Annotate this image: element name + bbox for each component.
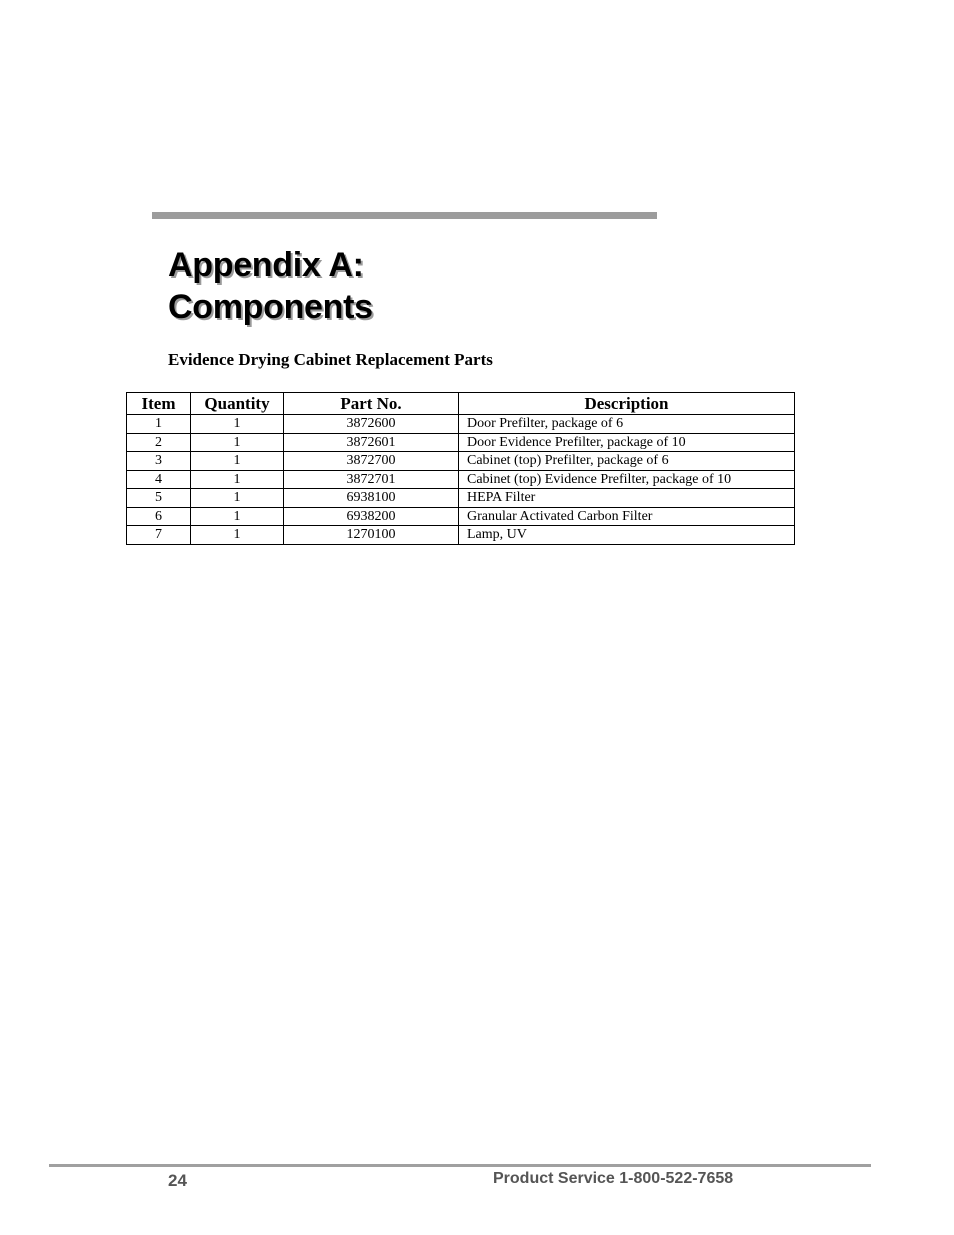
cell-description: HEPA Filter bbox=[459, 489, 795, 508]
table-row bbox=[127, 489, 795, 508]
cell-part-no: 3872700 bbox=[284, 452, 459, 471]
cell-quantity: 1 bbox=[191, 470, 284, 489]
page-title bbox=[168, 244, 373, 328]
cell-item: 7 bbox=[127, 526, 191, 545]
title-line-1: Appendix A: bbox=[168, 246, 364, 284]
header-quantity: Quantity bbox=[191, 393, 284, 415]
cell-item: 3 bbox=[127, 452, 191, 471]
cell-quantity: 1 bbox=[191, 415, 284, 434]
cell-item: 6 bbox=[127, 507, 191, 526]
footer-service-text: Product Service 1-800-522-7658 bbox=[493, 1170, 734, 1187]
cell-item: 2 bbox=[127, 433, 191, 452]
cell-part-no: 3872701 bbox=[284, 470, 459, 489]
cell-quantity: 1 bbox=[191, 507, 284, 526]
cell-quantity: 1 bbox=[191, 433, 284, 452]
cell-part-no: 3872600 bbox=[284, 415, 459, 434]
page-number: 24 bbox=[168, 1171, 187, 1190]
parts-table bbox=[126, 392, 795, 545]
cell-item: 5 bbox=[127, 489, 191, 508]
table-row bbox=[127, 415, 795, 434]
header-description: Description bbox=[459, 393, 795, 415]
header-rule bbox=[152, 212, 657, 219]
cell-part-no: 6938100 bbox=[284, 489, 459, 508]
cell-description: Cabinet (top) Evidence Prefilter, package of 10 bbox=[459, 470, 795, 489]
table-row bbox=[127, 507, 795, 526]
section-subtitle: Evidence Drying Cabinet Replacement Parts bbox=[168, 350, 493, 369]
title-line-2: Components bbox=[168, 288, 373, 326]
cell-item: 1 bbox=[127, 415, 191, 434]
cell-item: 4 bbox=[127, 470, 191, 489]
cell-quantity: 1 bbox=[191, 489, 284, 508]
table-row bbox=[127, 470, 795, 489]
cell-description: Granular Activated Carbon Filter bbox=[459, 507, 795, 526]
cell-description: Cabinet (top) Prefilter, package of 6 bbox=[459, 452, 795, 471]
cell-part-no: 6938200 bbox=[284, 507, 459, 526]
header-item: Item bbox=[127, 393, 191, 415]
table-row bbox=[127, 452, 795, 471]
cell-description: Door Prefilter, package of 6 bbox=[459, 415, 795, 434]
table-row bbox=[127, 433, 795, 452]
cell-quantity: 1 bbox=[191, 452, 284, 471]
cell-description: Lamp, UV bbox=[459, 526, 795, 545]
cell-description: Door Evidence Prefilter, package of 10 bbox=[459, 433, 795, 452]
header-part-no: Part No. bbox=[284, 393, 459, 415]
table-row bbox=[127, 526, 795, 545]
cell-quantity: 1 bbox=[191, 526, 284, 545]
cell-part-no: 3872601 bbox=[284, 433, 459, 452]
table-header-row bbox=[127, 393, 795, 415]
footer-rule bbox=[49, 1164, 871, 1167]
cell-part-no: 1270100 bbox=[284, 526, 459, 545]
